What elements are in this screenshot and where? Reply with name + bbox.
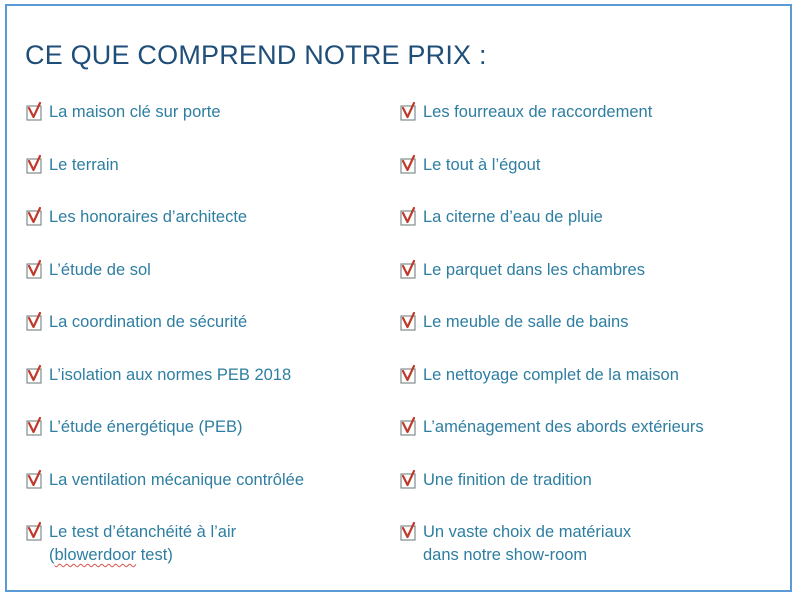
list-item bbox=[25, 259, 395, 312]
label-suffix: test) bbox=[136, 546, 173, 564]
item-label: Les fourreaux de raccordement bbox=[423, 103, 653, 121]
list-item bbox=[25, 521, 395, 574]
item-label: La citerne d’eau de pluie bbox=[423, 208, 603, 226]
list-item bbox=[399, 469, 769, 522]
list-item bbox=[399, 259, 769, 312]
checkbox-tick-icon bbox=[399, 259, 419, 280]
item-label-line-1: Le test d’étanchéité à l’air bbox=[49, 523, 237, 541]
checkbox-tick-icon bbox=[399, 364, 419, 385]
list-item bbox=[399, 311, 769, 364]
item-label: L’aménagement des abords extérieurs bbox=[423, 418, 704, 436]
label-prefix: ( bbox=[49, 546, 55, 564]
list-item bbox=[399, 154, 769, 207]
item-label: Le meuble de salle de bains bbox=[423, 313, 629, 331]
item-label: Les honoraires d’architecte bbox=[49, 208, 248, 226]
list-item bbox=[25, 311, 395, 364]
checkbox-tick-icon bbox=[399, 521, 419, 542]
checkbox-tick-icon bbox=[25, 101, 45, 122]
list-item bbox=[399, 521, 769, 574]
checkbox-tick-icon bbox=[25, 364, 45, 385]
checkbox-tick-icon bbox=[25, 469, 45, 490]
list-item bbox=[25, 206, 395, 259]
checkbox-tick-icon bbox=[25, 259, 45, 280]
list-item bbox=[399, 416, 769, 469]
item-label-line-2 bbox=[49, 544, 236, 567]
item-label: La ventilation mécanique contrôlée bbox=[49, 470, 305, 489]
item-label: L’étude de sol bbox=[49, 260, 151, 279]
checkbox-tick-icon bbox=[399, 469, 419, 490]
item-label: Le tout à l’égout bbox=[423, 155, 541, 174]
item-label-line-2: dans notre show-room bbox=[423, 546, 588, 564]
list-item bbox=[25, 101, 395, 154]
page-title: CE QUE COMPREND NOTRE PRIX : bbox=[25, 40, 487, 70]
checkbox-tick-icon bbox=[399, 154, 419, 175]
item-label: Le terrain bbox=[49, 155, 119, 174]
list-item bbox=[25, 364, 395, 417]
item-label bbox=[423, 521, 631, 567]
list-item bbox=[25, 154, 395, 207]
checkbox-tick-icon bbox=[25, 311, 45, 332]
item-label: Le parquet dans les chambres bbox=[423, 260, 645, 279]
checkbox-tick-icon bbox=[25, 154, 45, 175]
checkbox-tick-icon bbox=[25, 416, 45, 437]
content-frame bbox=[5, 4, 792, 592]
item-label: La coordination de sécurité bbox=[49, 313, 248, 331]
item-label: La maison clé sur porte bbox=[49, 103, 221, 121]
checkbox-tick-icon bbox=[399, 311, 419, 332]
checkbox-tick-icon bbox=[399, 101, 419, 122]
list-item bbox=[399, 364, 769, 417]
item-label: L’étude énergétique (PEB) bbox=[49, 418, 243, 436]
item-label-line-1: Un vaste choix de matériaux bbox=[423, 523, 632, 541]
item-label: Une finition de tradition bbox=[423, 470, 592, 489]
list-item bbox=[399, 101, 769, 154]
item-label: Le nettoyage complet de la maison bbox=[423, 365, 679, 384]
item-label bbox=[49, 521, 236, 567]
right-column bbox=[399, 101, 769, 574]
checkbox-tick-icon bbox=[25, 206, 45, 227]
spellcheck-word: blowerdoor bbox=[54, 546, 137, 564]
checkbox-tick-icon bbox=[25, 521, 45, 542]
left-column bbox=[25, 101, 395, 574]
checkbox-tick-icon bbox=[399, 206, 419, 227]
list-item bbox=[25, 469, 395, 522]
list-item bbox=[399, 206, 769, 259]
item-label: L’isolation aux normes PEB 2018 bbox=[49, 365, 292, 384]
list-item bbox=[25, 416, 395, 469]
checkbox-tick-icon bbox=[399, 416, 419, 437]
